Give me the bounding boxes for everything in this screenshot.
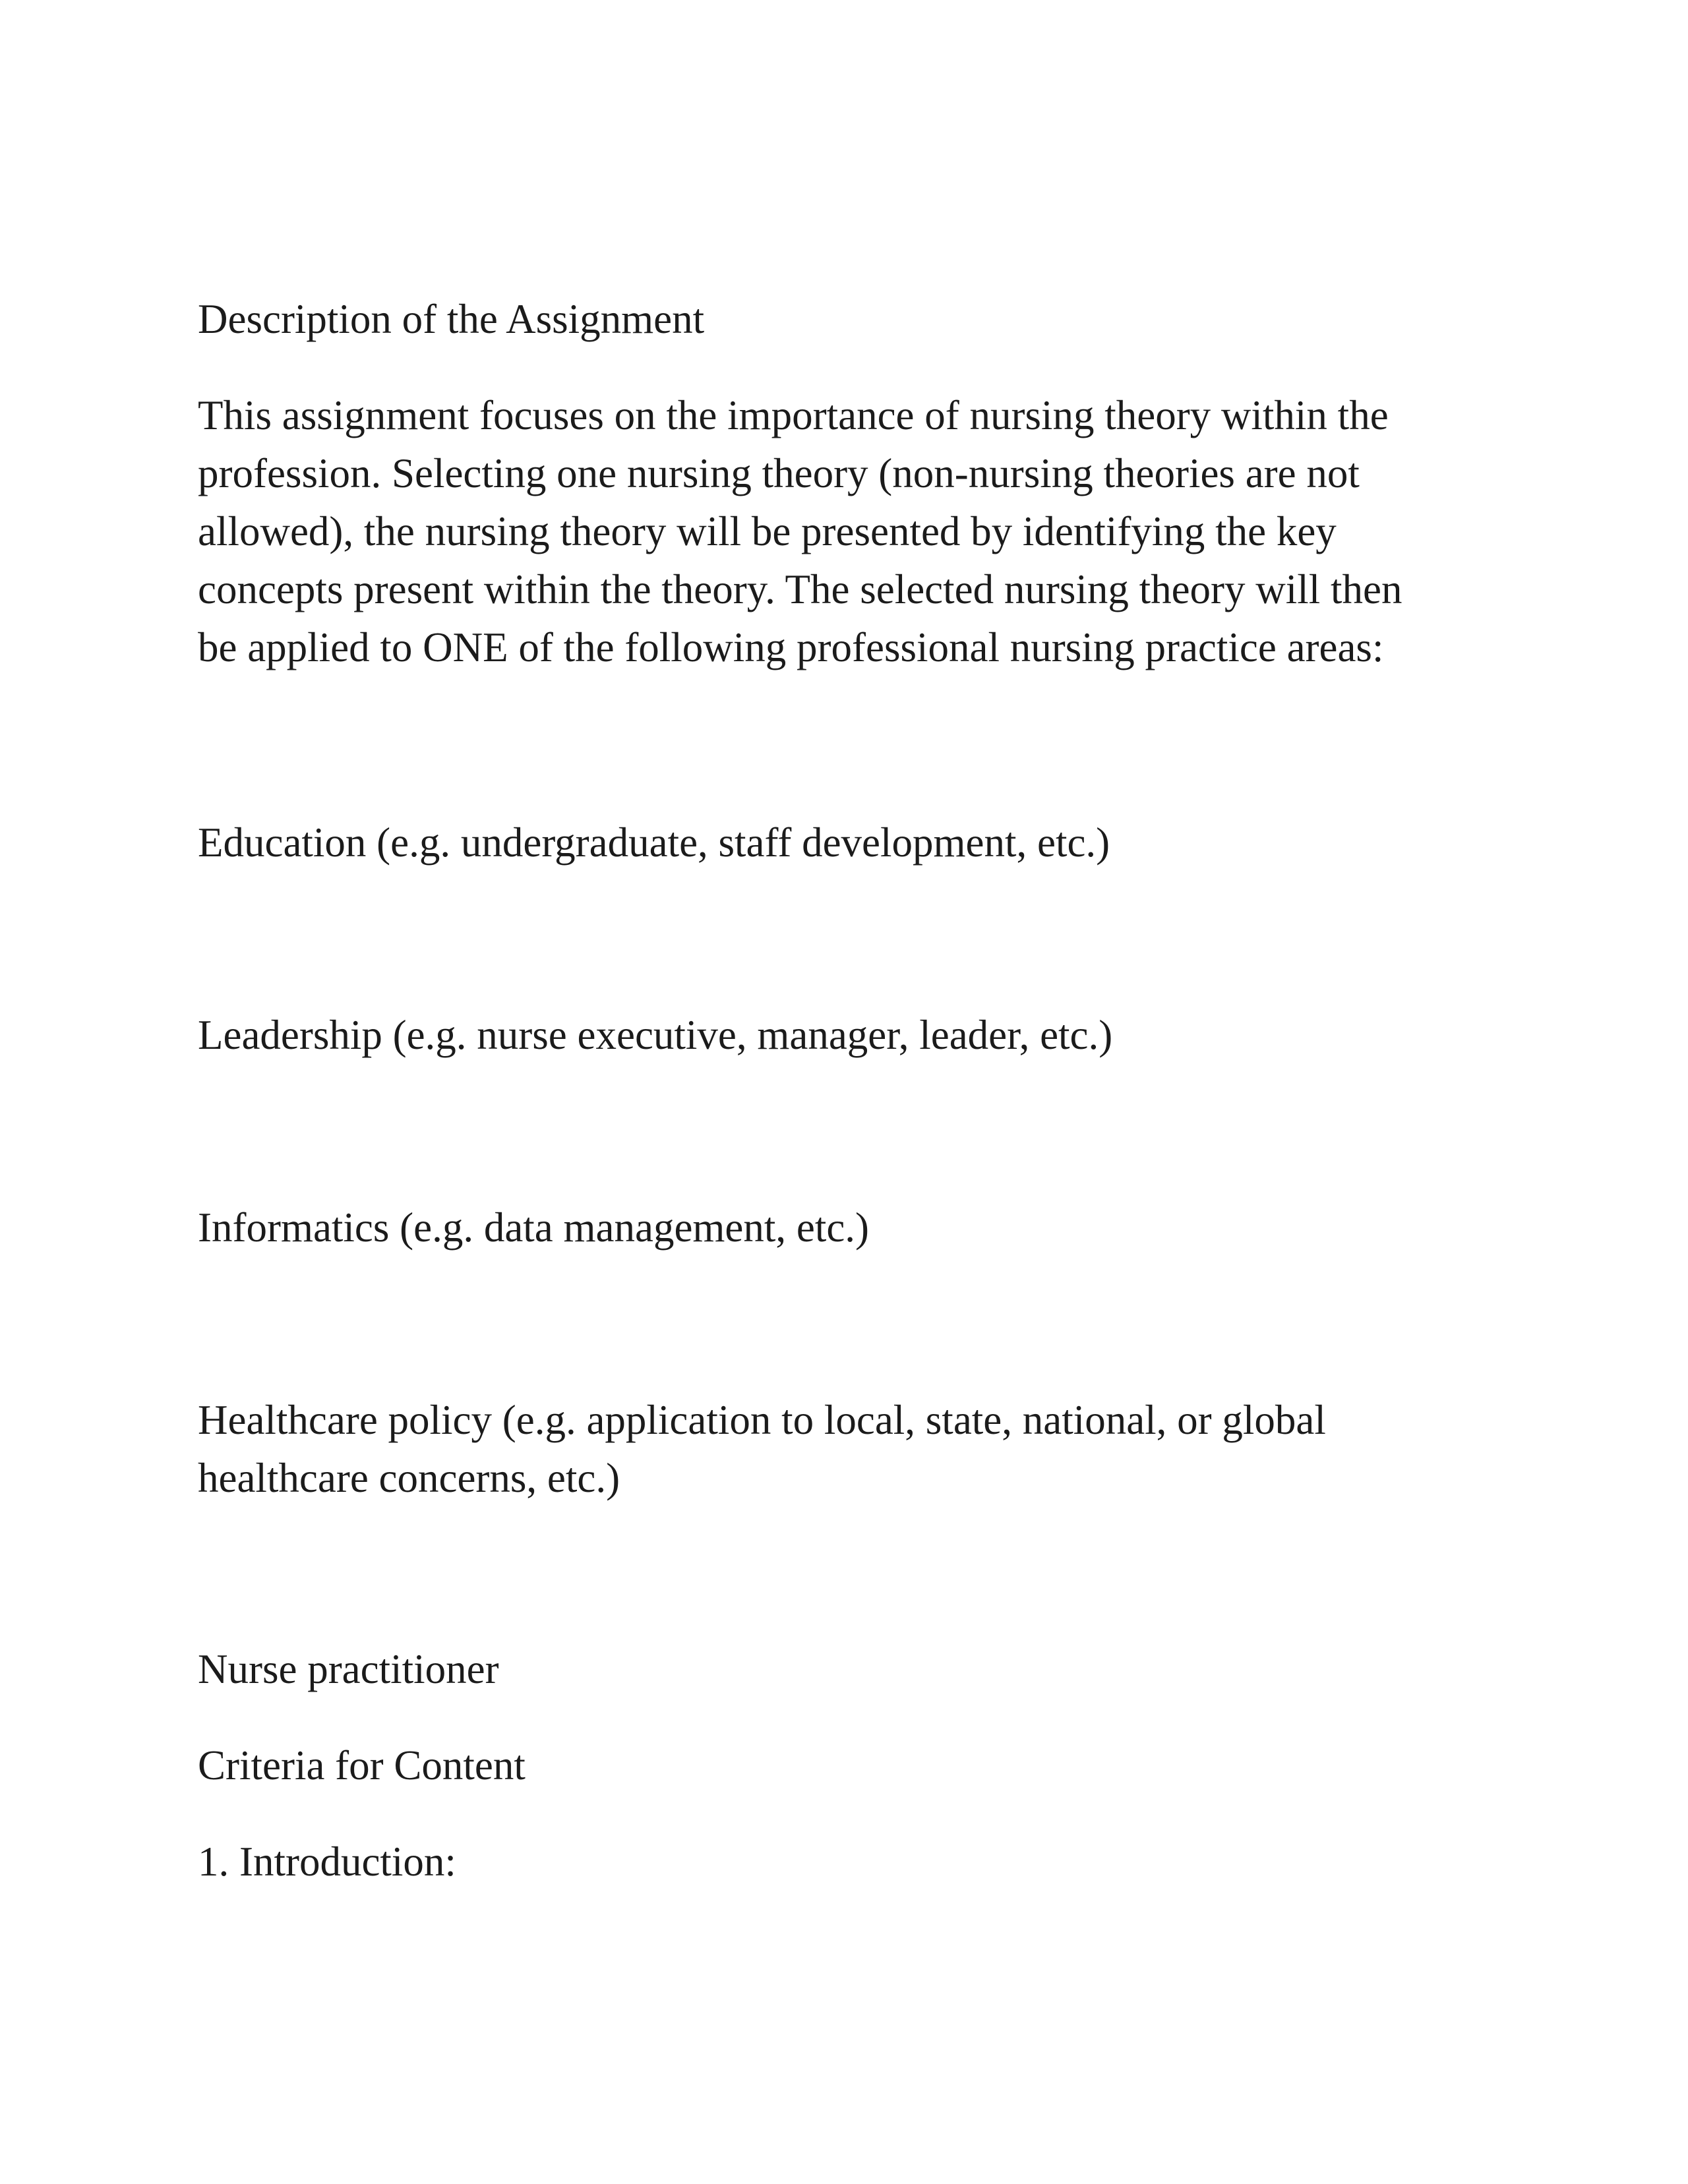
practice-area-education: Education (e.g. undergraduate, staff development, etc.) [198, 819, 1110, 866]
criteria-heading: Criteria for Content [198, 1742, 526, 1788]
practice-area-informatics: Informatics (e.g. data management, etc.) [198, 1204, 870, 1251]
practice-area-nurse-practitioner: Nurse practitioner [198, 1646, 499, 1692]
practice-area-healthcare-policy: Healthcare policy (e.g. application to local, state, national, or global healthcare concerns, etc.) [198, 1397, 1326, 1501]
practice-area-leadership: Leadership (e.g. nurse executive, manager, leader, etc.) [198, 1012, 1113, 1058]
assignment-description: This assignment focuses on the importance of nursing theory within the profession. Selecting one nursing theory (non-nursing theories are not allowed), the nursing theory will be presented by identifying the key concepts present within the theory. The selected nursing theory will then be applied to ONE of the following professional nursing practice areas: [198, 392, 1402, 670]
criteria-item-introduction: 1. Introduction: [198, 1839, 456, 1885]
assignment-heading: Description of the Assignment [198, 296, 705, 342]
